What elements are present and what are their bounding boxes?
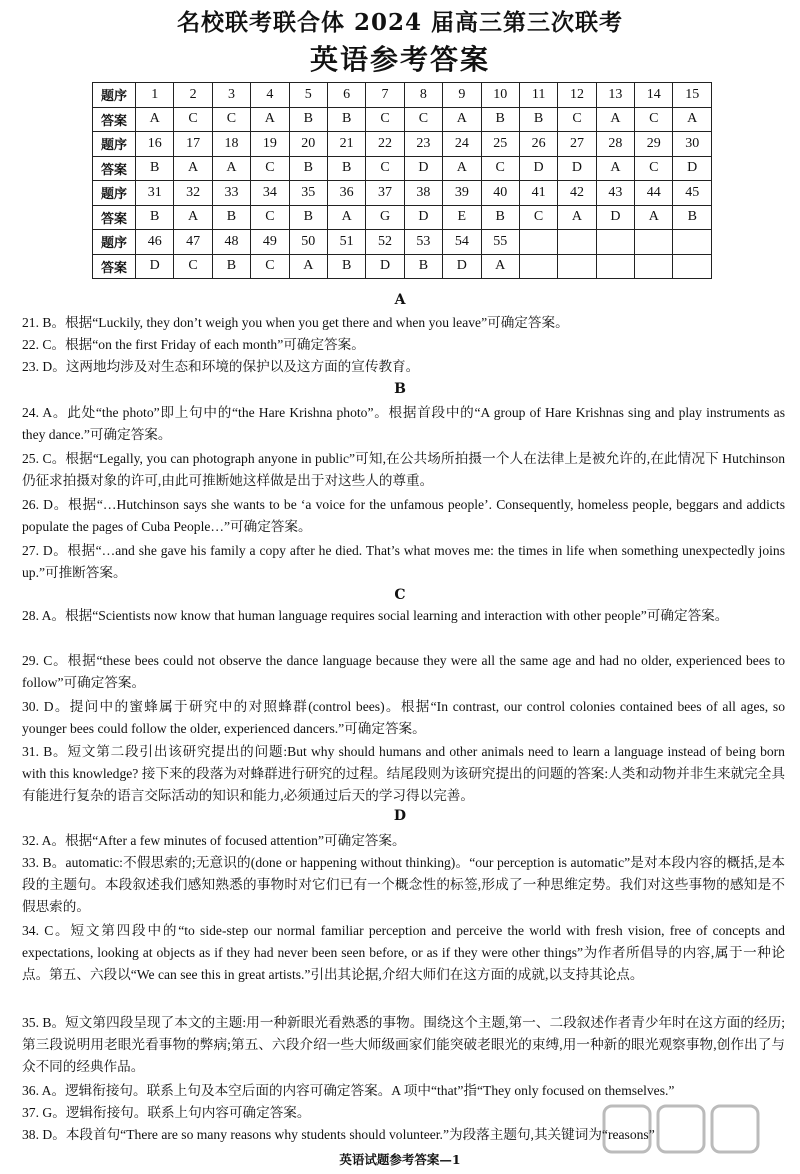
question-number-cell: 9: [443, 83, 481, 108]
question-number-cell: 42: [558, 181, 596, 206]
question-number-cell: 18: [212, 132, 250, 157]
answer-explanation: automatic:不假思索的;无意识的(done or happening without thinking)。“our perception is automatic”是对本段内容的概括,是本段的主题句。本段叙述我们感知熟悉的事物时对它们已有一个概念性的标签,形成了一种思维定势。我们对这些事物的感知是不假思索的。: [22, 855, 785, 914]
question-number-cell: 34: [251, 181, 289, 206]
answer-item: [22, 696, 785, 740]
question-number-cell: 33: [212, 181, 250, 206]
answer-item: [22, 494, 785, 538]
answer-number: 25. C。: [22, 451, 66, 466]
answer-explanation: 短文第二段引出该研究提出的问题:But why should humans and other animals need to learn a language instead of being born with this knowledge? 接下来的段落为对蜂群进行研究的过程。结尾段则为该研究提出的问题的答案:人类和动物并非生来就完全具有能进行复杂的语言交际活动的知识和能力,必须通过后天的学习得以完善。: [22, 744, 785, 803]
question-number-cell: 14: [635, 83, 673, 108]
answer-item: [22, 920, 785, 986]
answer-letter-cell: A: [174, 156, 212, 181]
question-number-cell: 26: [519, 132, 557, 157]
answer-letter-cell: B: [481, 107, 519, 132]
answer-letter-cell: C: [519, 205, 557, 230]
answer-letter-cell: A: [251, 107, 289, 132]
answer-explanation: 短文第四段中的“to side-step our normal familiar perception and perceive the world with fresh vision, free of concepts and expectations, looking at objects as if they had never been seen before, or as if they were other things”为作者所倡导的内容,属于一种论点。第五、六段以“We can see this in great artists.”引出其论据,介绍大师们在这方面的成就,以支持其论点。: [22, 923, 785, 982]
answer-explanation: 根据“these bees could not observe the dance language because they were all the same age and had no older, experienced bees to follow”可确定答案。: [22, 653, 785, 690]
answer-letter-cell: G: [366, 205, 404, 230]
question-number-cell: 40: [481, 181, 519, 206]
answer-explanation: 根据“Legally, you can photograph anyone in public”可知,在公共场所拍摄一个人在法律上是被允许的,在此情况下 Hutchinson 仍征求拍摄对象的许可,由此可推断她这样做是出于对这些人的尊重。: [22, 451, 785, 488]
answer-letter-cell: B: [673, 205, 712, 230]
page-footer: 英语试题参考答案—1: [339, 1152, 461, 1167]
question-number-cell: 38: [404, 181, 442, 206]
answer-number: 23. D。: [22, 359, 66, 374]
question-number-cell: [635, 230, 673, 255]
question-number-cell: 22: [366, 132, 404, 157]
answer-letter-cell: D: [136, 254, 174, 279]
answer-number: 29. C。: [22, 653, 68, 668]
answer-item: [22, 741, 785, 807]
question-number-cell: [558, 230, 596, 255]
answer-letter-cell: B: [404, 254, 442, 279]
answer-explanation: 根据“…and she gave his family a copy after he died. That’s what moves me: the times in life when something unexpectedly joins up.”可推断答案。: [22, 543, 785, 580]
answer-letter-cell: B: [327, 107, 365, 132]
answer-letter-cell: D: [519, 156, 557, 181]
question-number-cell: 5: [289, 83, 327, 108]
question-number-cell: [519, 230, 557, 255]
question-number-cell: 23: [404, 132, 442, 157]
question-number-cell: 27: [558, 132, 596, 157]
answer-letter-cell: A: [596, 107, 634, 132]
answer-letter-cell: A: [174, 205, 212, 230]
question-number-row: [93, 230, 712, 255]
answer-letter-cell: A: [212, 156, 250, 181]
question-number-cell: 36: [327, 181, 365, 206]
answer-letter-row: [93, 156, 712, 181]
question-number-cell: 37: [366, 181, 404, 206]
answer-item: [22, 830, 785, 852]
answer-number: 28. A。: [22, 608, 66, 623]
row-header-cell: 题序: [93, 181, 136, 206]
question-number-cell: 21: [327, 132, 365, 157]
question-number-cell: 16: [136, 132, 174, 157]
answer-letter-cell: A: [136, 107, 174, 132]
answer-letter-cell: C: [251, 156, 289, 181]
question-number-cell: 55: [481, 230, 519, 255]
answer-letter-cell: C: [251, 205, 289, 230]
answer-number: 26. D。: [22, 497, 69, 512]
question-number-cell: 30: [673, 132, 712, 157]
answer-key-table: [92, 82, 712, 279]
answer-letter-cell: C: [366, 107, 404, 132]
question-number-cell: 20: [289, 132, 327, 157]
question-number-row: [93, 83, 712, 108]
answer-explanation: 根据“After a few minutes of focused attention”可确定答案。: [65, 833, 406, 848]
answer-number: 21. B。: [22, 315, 66, 330]
question-number-cell: 39: [443, 181, 481, 206]
question-number-row: [93, 132, 712, 157]
answer-item: [22, 605, 785, 627]
exam-title: 名校联考联合体 2024 届高三第三次联考: [176, 9, 624, 36]
question-number-cell: 53: [404, 230, 442, 255]
question-number-cell: 12: [558, 83, 596, 108]
answer-letter-cell: B: [136, 156, 174, 181]
answer-explanation: 根据“on the first Friday of each month”可确定答案。: [65, 337, 365, 352]
row-header-cell: 答案: [93, 254, 136, 279]
answer-number: 32. A。: [22, 833, 66, 848]
question-number-cell: 54: [443, 230, 481, 255]
answer-number: 24. A。: [22, 405, 68, 420]
question-number-cell: 31: [136, 181, 174, 206]
answer-explanation: 根据“Scientists now know that human language requires social learning and interaction with other people”可确定答案。: [65, 608, 729, 623]
row-header-cell: 题序: [93, 230, 136, 255]
answer-letter-cell: B: [327, 254, 365, 279]
answer-explanation: 逻辑衔接句。联系上句及本空后面的内容可确定答案。A 项中“that”指“They only focused on themselves.”: [65, 1083, 675, 1098]
answer-explanation: 逻辑衔接句。联系上句内容可确定答案。: [65, 1105, 311, 1120]
answer-letter-cell: D: [596, 205, 634, 230]
answer-explanation: 此处“the photo”即上句中的“the Hare Krishna photo”。根据首段中的“A group of Hare Krishnas sing and play instruments as they dance.”可确定答案。: [22, 405, 785, 442]
question-number-cell: 47: [174, 230, 212, 255]
answer-letter-cell: A: [673, 107, 712, 132]
question-number-cell: 50: [289, 230, 327, 255]
answer-letter-cell: C: [251, 254, 289, 279]
question-number-cell: 2: [174, 83, 212, 108]
question-number-cell: 46: [136, 230, 174, 255]
answer-letter-cell: [596, 254, 634, 279]
answer-letter-row: [93, 254, 712, 279]
row-header-cell: 答案: [93, 205, 136, 230]
question-number-cell: 52: [366, 230, 404, 255]
answer-letter-cell: B: [289, 156, 327, 181]
question-number-cell: 11: [519, 83, 557, 108]
answer-item: [22, 852, 785, 918]
question-number-cell: 29: [635, 132, 673, 157]
answer-letter-cell: A: [596, 156, 634, 181]
answer-explanation: 根据“…Hutchinson says she wants to be ‘a voice for the unfamous people’. Consequently, homeless people, beggars and addicts populate the pages of Cuba People…”可确定答案。: [22, 497, 785, 534]
answer-number: 31. B。: [22, 744, 68, 759]
answer-letter-cell: D: [443, 254, 481, 279]
question-number-cell: 45: [673, 181, 712, 206]
question-number-cell: 17: [174, 132, 212, 157]
answer-letter-cell: B: [519, 107, 557, 132]
answer-letter-cell: C: [212, 107, 250, 132]
answer-letter-cell: A: [558, 205, 596, 230]
question-number-cell: 3: [212, 83, 250, 108]
answer-number: 37. G。: [22, 1105, 66, 1120]
answer-letter-cell: A: [443, 107, 481, 132]
answer-letter-cell: [635, 254, 673, 279]
question-number-cell: [596, 230, 634, 255]
answer-letter-cell: C: [174, 107, 212, 132]
answer-letter-cell: A: [327, 205, 365, 230]
answer-letter-cell: D: [558, 156, 596, 181]
question-number-cell: 28: [596, 132, 634, 157]
answer-letter-cell: C: [174, 254, 212, 279]
question-number-cell: 15: [673, 83, 712, 108]
answer-item: [22, 334, 785, 356]
answer-letter-cell: B: [327, 156, 365, 181]
answer-number: 27. D。: [22, 543, 68, 558]
answer-number: 22. C。: [22, 337, 66, 352]
answer-letter-cell: [673, 254, 712, 279]
answer-letter-cell: B: [136, 205, 174, 230]
section-heading-a: A: [394, 292, 406, 308]
question-number-cell: 7: [366, 83, 404, 108]
answer-explanation: 根据“Luckily, they don’t weigh you when you get there and when you leave”可确定答案。: [65, 315, 569, 330]
answer-letter-cell: D: [404, 205, 442, 230]
answer-number: 33. B。: [22, 855, 66, 870]
answer-letter-cell: B: [212, 205, 250, 230]
answer-number: 38. D。: [22, 1127, 66, 1142]
answer-item: [22, 1012, 785, 1078]
question-number-cell: 35: [289, 181, 327, 206]
question-number-cell: 49: [251, 230, 289, 255]
answer-letter-cell: B: [481, 205, 519, 230]
question-number-cell: 41: [519, 181, 557, 206]
question-number-cell: 48: [212, 230, 250, 255]
question-number-cell: 25: [481, 132, 519, 157]
document-subtitle: 英语参考答案: [309, 43, 490, 76]
question-number-cell: 6: [327, 83, 365, 108]
question-number-cell: 8: [404, 83, 442, 108]
answer-item: [22, 540, 785, 584]
answer-letter-cell: B: [212, 254, 250, 279]
row-header-cell: 题序: [93, 83, 136, 108]
question-number-cell: 4: [251, 83, 289, 108]
answer-letter-cell: A: [443, 156, 481, 181]
question-number-cell: 13: [596, 83, 634, 108]
answer-item: [22, 402, 785, 446]
question-number-cell: 19: [251, 132, 289, 157]
answer-letter-row: [93, 205, 712, 230]
question-number-row: [93, 181, 712, 206]
answer-letter-cell: B: [289, 205, 327, 230]
answer-letter-cell: B: [289, 107, 327, 132]
question-number-cell: 43: [596, 181, 634, 206]
row-header-cell: 答案: [93, 156, 136, 181]
answer-letter-cell: [519, 254, 557, 279]
answer-letter-cell: C: [635, 156, 673, 181]
answer-letter-cell: E: [443, 205, 481, 230]
answer-item: [22, 1124, 785, 1146]
answer-number: 35. B。: [22, 1015, 66, 1030]
row-header-cell: 题序: [93, 132, 136, 157]
answer-explanation: 本段首句“There are so many reasons why students should volunteer.”为段落主题句,其关键词为“reasons”: [65, 1127, 655, 1142]
answer-explanation: 短文第四段呈现了本文的主题:用一种新眼光看熟悉的事物。围绕这个主题,第一、二段叙述作者青少年时在这方面的经历;第三段说明用老眼光看事物的弊病;第五、六段介绍一些大师级画家们能突破老眼光的束缚,用一种新的眼光观察事物,创作出了与众不同的经典作品。: [22, 1015, 785, 1074]
row-header-cell: 答案: [93, 107, 136, 132]
answer-number: 36. A。: [22, 1083, 66, 1098]
answer-letter-cell: A: [635, 205, 673, 230]
answer-letter-cell: C: [558, 107, 596, 132]
answer-letter-cell: A: [481, 254, 519, 279]
answer-item: [22, 1080, 785, 1102]
question-number-cell: [673, 230, 712, 255]
section-heading-b: B: [394, 381, 406, 397]
question-number-cell: 44: [635, 181, 673, 206]
section-heading-d: D: [393, 808, 407, 824]
answer-item: [22, 650, 785, 694]
section-heading-c: C: [394, 587, 406, 603]
question-number-cell: 24: [443, 132, 481, 157]
answer-letter-cell: C: [635, 107, 673, 132]
answer-item: [22, 448, 785, 492]
answer-letter-row: [93, 107, 712, 132]
answer-letter-cell: C: [366, 156, 404, 181]
answer-item: [22, 1102, 785, 1124]
question-number-cell: 32: [174, 181, 212, 206]
answer-item: [22, 356, 785, 378]
answer-letter-cell: A: [289, 254, 327, 279]
answer-letter-cell: C: [404, 107, 442, 132]
answer-number: 34. C。: [22, 923, 71, 938]
answer-letter-cell: C: [481, 156, 519, 181]
answer-item: [22, 312, 785, 334]
answer-explanation: 提问中的蜜蜂属于研究中的对照蜂群(control bees)。根据“In contrast, our control colonies contained bees of all ages, so younger bees could follow the older, experienced dancers.”可确定答案。: [22, 699, 785, 736]
answer-letter-cell: [558, 254, 596, 279]
answer-explanation: 这两地均涉及对生态和环境的保护以及这方面的宣传教育。: [65, 359, 420, 374]
answer-letter-cell: D: [673, 156, 712, 181]
question-number-cell: 10: [481, 83, 519, 108]
answer-letter-cell: D: [404, 156, 442, 181]
answer-number: 30. D。: [22, 699, 70, 714]
question-number-cell: 51: [327, 230, 365, 255]
answer-letter-cell: D: [366, 254, 404, 279]
question-number-cell: 1: [136, 83, 174, 108]
